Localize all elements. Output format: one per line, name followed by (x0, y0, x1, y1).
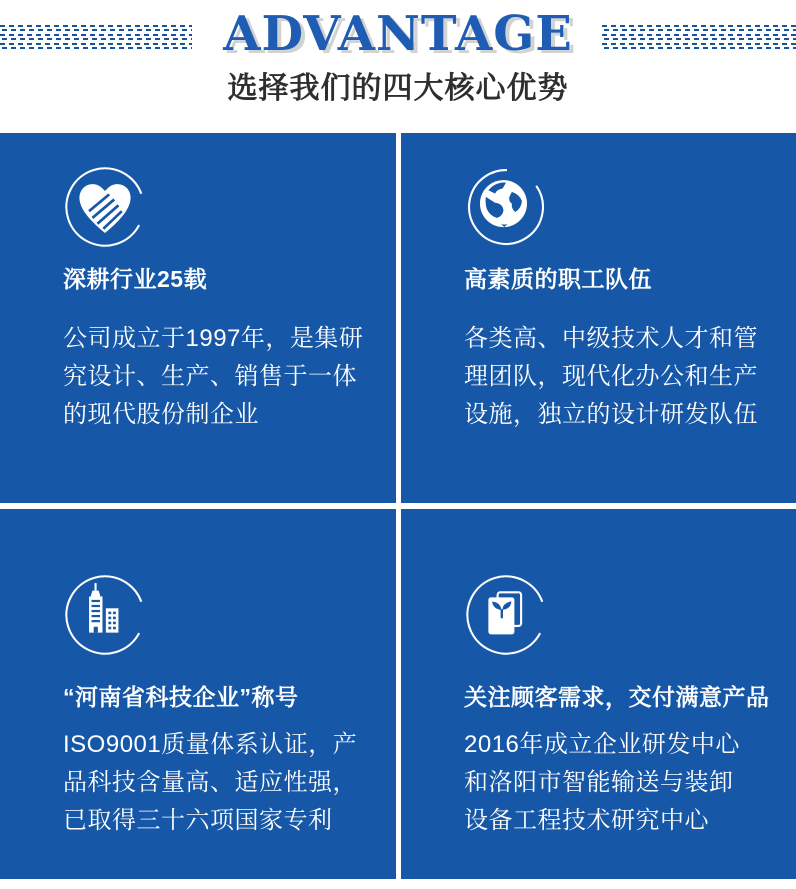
card-title: 高素质的职工队伍 (464, 266, 652, 292)
card-title: 关注顾客需求，交付满意产品 (464, 684, 770, 710)
body-line: 已取得三十六项国家专利 (63, 807, 333, 834)
body-line: 设备工程技术研究中心 (464, 807, 709, 834)
card-body (63, 726, 376, 840)
documents-icon (464, 573, 548, 657)
section-title: ADVANTAGE (223, 6, 573, 62)
advantage-card-staff-quality (401, 133, 796, 503)
advantage-card-tech-enterprise-title (0, 509, 396, 879)
body-line: 和洛阳市智能输送与装卸 (464, 769, 734, 796)
handshake-heart-icon (63, 165, 147, 249)
body-line: 各类高、中级技术人才和管 (464, 325, 758, 352)
card-body (464, 726, 776, 840)
globe-icon (464, 165, 548, 249)
body-line: 的现代股份制企业 (63, 401, 259, 428)
advantage-card-customer-focus (401, 509, 796, 879)
body-line: 公司成立于1997年，是集研 (63, 325, 364, 352)
body-line: ISO9001质量体系认证，产 (63, 731, 358, 758)
body-line: 2016年成立企业研发中心 (464, 731, 740, 758)
section-subtitle: 选择我们的四大核心优势 (227, 72, 569, 105)
advantage-card-industry-experience (0, 133, 396, 503)
buildings-icon (63, 573, 147, 657)
body-line: 究设计、生产、销售于一体 (63, 363, 357, 390)
dots-decoration-left (0, 25, 192, 52)
dots-decoration-right (602, 25, 796, 52)
section-header (0, 0, 796, 133)
card-body (63, 320, 376, 434)
body-line: 设施，独立的设计研发队伍 (464, 401, 758, 428)
body-line: 理团队，现代化办公和生产 (464, 363, 758, 390)
card-title: 深耕行业25载 (63, 266, 208, 292)
advantage-grid (0, 133, 796, 879)
card-body (464, 320, 776, 434)
body-line: 品科技含量高、适应性强， (63, 769, 357, 796)
card-title: “河南省科技企业”称号 (63, 684, 299, 710)
